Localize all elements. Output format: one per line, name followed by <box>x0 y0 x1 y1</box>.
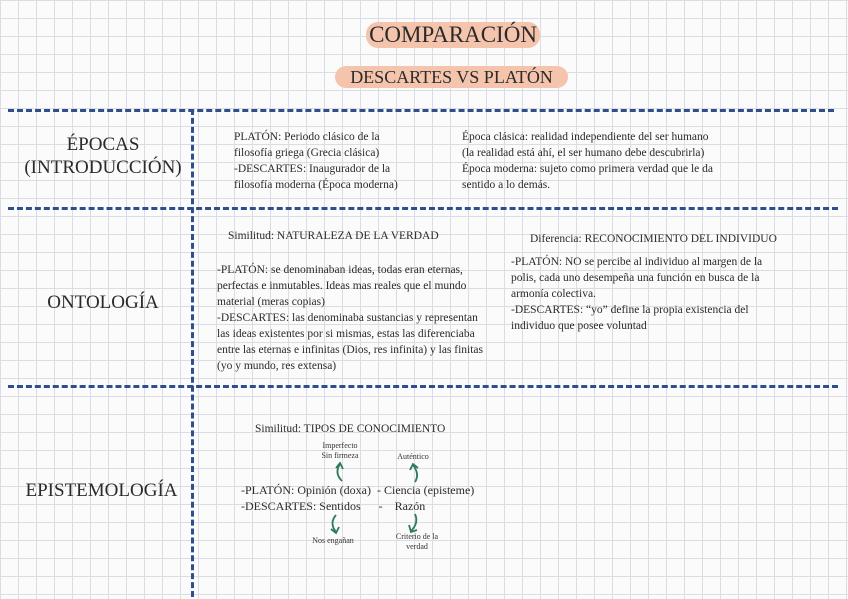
arrow-down-left-icon <box>325 513 345 535</box>
arrow-up-right-icon <box>405 462 425 484</box>
ontologia-diferencia-heading: Diferencia: RECONOCIMIENTO DEL INDIVIDUO <box>530 233 777 245</box>
page-title: COMPARACIÓN <box>366 22 540 48</box>
arrow-down-right-icon <box>403 512 423 534</box>
ontologia-left-line: entre las eternas e infinitas (Dios, res infinita) y las finitas <box>217 344 484 356</box>
ontologia-left-line: -DESCARTES: las denominaba sustancias y representan <box>217 312 478 324</box>
note-criterio-line1: Criterio de la <box>395 532 439 541</box>
row-label-ontologia: ONTOLOGÍA <box>47 292 159 313</box>
epistemologia-line: -PLATÓN: Opinión (doxa) - Ciencia (episteme) <box>241 483 475 497</box>
page-subtitle: DESCARTES VS PLATÓN <box>335 66 568 88</box>
ontologia-right-line: polis, cada uno desempeña una función en busca de la <box>511 272 760 284</box>
note-autentico: Auténtico <box>397 452 429 461</box>
epistemologia-similitud-heading: Similitud: TIPOS DE CONOCIMIENTO <box>255 423 446 435</box>
divider-bottom <box>8 385 838 388</box>
ontologia-left-line: perfectas e inmutables. Ideas mas reales que el mundo <box>217 280 467 292</box>
epocas-left-line: filosofía moderna (Época moderna) <box>234 179 398 191</box>
epistemologia-text <box>241 482 511 514</box>
epistemologia-line: -DESCARTES: Sentidos - Razón <box>241 499 426 513</box>
ontologia-right-line: -PLATÓN: NO se percibe al individuo al margen de la <box>511 256 763 268</box>
ontologia-right-text <box>511 254 811 334</box>
epocas-left-line: filosofía griega (Grecia clásica) <box>234 147 380 159</box>
epocas-left-text <box>234 129 434 193</box>
ontologia-left-line: las ideas existentes por si mismas, estas las diferenciaba <box>217 328 475 340</box>
arrow-up-left-icon <box>330 461 350 483</box>
epocas-left-line: PLATÓN: Periodo clásico de la <box>234 131 380 143</box>
epocas-right-line: Época moderna: sujeto como primera verdad que le da <box>462 163 713 175</box>
row-label-epistemologia: EPISTEMOLOGÍA <box>25 480 178 501</box>
note-nos-enganan: Nos engañan <box>312 536 354 545</box>
epocas-right-text <box>462 129 752 193</box>
note-criterio-verdad <box>387 532 447 552</box>
ontologia-left-text <box>217 262 507 374</box>
ontologia-right-line: armonía colectiva. <box>511 288 596 300</box>
row-label-epocas <box>18 133 188 179</box>
epocas-right-line: Época clásica: realidad independiente del ser humano <box>462 131 709 143</box>
ontologia-similitud-heading: Similitud: NATURALEZA DE LA VERDAD <box>228 230 439 242</box>
divider-top <box>8 109 834 112</box>
epocas-right-line: (la realidad está ahí, el ser humano debe descubrirla) <box>462 147 705 159</box>
divider-middle <box>8 207 838 210</box>
note-imperfecto <box>310 441 370 461</box>
ontologia-right-line: individuo que posee voluntad <box>511 320 647 332</box>
epocas-left-line: -DESCARTES: Inaugurador de la <box>234 163 391 175</box>
ontologia-left-line: -PLATÓN: se denominaban ideas, todas eran eternas, <box>217 264 463 276</box>
row-label-epocas-line1: ÉPOCAS <box>66 134 140 155</box>
epocas-right-line: sentido a lo demás. <box>462 179 551 191</box>
divider-vertical <box>191 109 194 597</box>
ontologia-left-line: material (meras copias) <box>217 296 325 308</box>
note-imperfecto-line1: Imperfecto <box>322 441 358 450</box>
ontologia-right-line: -DESCARTES: “yo” define la propia existencia del <box>511 304 749 316</box>
row-label-epocas-line2: (INTRODUCCIÓN) <box>24 157 182 178</box>
note-imperfecto-line2: Sin firmeza <box>321 451 359 460</box>
ontologia-left-line: (yo y mundo, res extensa) <box>217 360 337 372</box>
note-criterio-line2: verdad <box>406 542 428 551</box>
